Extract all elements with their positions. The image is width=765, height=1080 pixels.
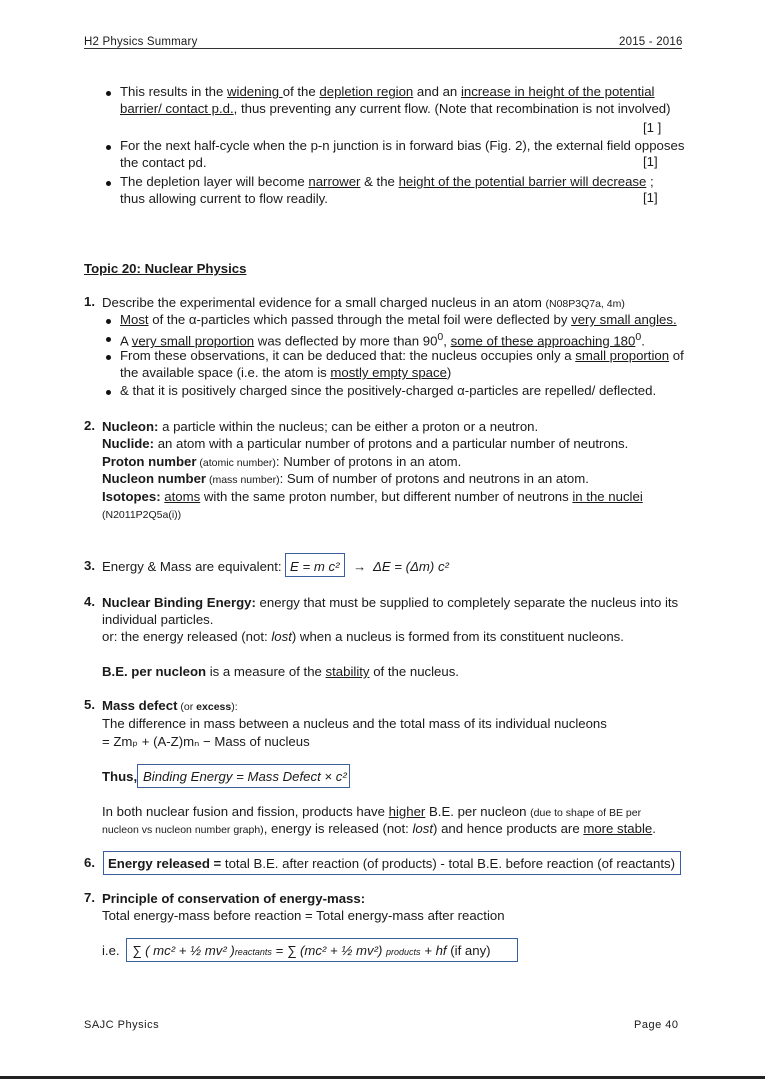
item-5-fusion-line-2: nucleon vs nucleon number graph), energy is released (not: lost) and hence products are more stable. [102,821,656,836]
definition-nucleon: Nucleon: a particle within the nucleus; can be either a proton or a neutron. [102,419,539,434]
item-4-line-1: Nuclear Binding Energy: energy that must be supplied to completely separate the nucleus into its [102,595,679,610]
formula-conservation: ∑ ( mc² + ½ mv² )reactants = ∑ (mc² + ½ mv²) products + hf (if any) [132,943,491,958]
item-4-line-3: or: the energy released (not: lost) when a nucleus is formed from its constituent nucleons. [102,629,624,644]
item-number: 4. [84,594,95,609]
item-5-line-1: The difference in mass between a nucleus and the total mass of its individual nucleons [102,716,607,731]
mark: [1] [643,190,658,205]
formula-delta: ΔE = (Δm) c² [373,559,449,574]
bullet-icon [106,91,111,96]
bullet-icon [106,337,111,342]
definition-proton-number: Proton number (atomic number): Number of protons in an atom. [102,454,462,469]
definition-nucleon-number: Nucleon number (mass number): Sum of number of protons and neutrons in an atom. [102,471,589,486]
item-5-line-2: = Zmₚ + (A-Z)mₙ − Mass of nucleus [102,734,310,749]
item-number: 1. [84,294,95,309]
item-4-line-2: individual particles. [102,612,214,627]
item-number: 3. [84,558,95,573]
item-1-question: Describe the experimental evidence for a small charged nucleus in an atom (N08P3Q7a, 4m) [102,295,625,310]
intro-bullet-1-line-1: This results in the widening of the depletion region and an increase in height of the potential [120,84,655,99]
arrow-icon: → [353,559,367,574]
intro-bullet-3-line-2: thus allowing current to flow readily. [120,191,328,206]
header-rule [84,48,682,49]
item-number: 5. [84,697,95,712]
footer-left: SAJC Physics [84,1019,160,1031]
item-1-bullet-1: Most of the α-particles which passed through the metal foil were deflected by very small angles. [120,312,677,327]
header-title: H2 Physics Summary [84,36,198,48]
thus-label: Thus, [102,769,138,784]
item-number: 7. [84,890,95,905]
definition-isotopes: Isotopes: atoms with the same proton number, but different number of neutrons in the nuclei [102,489,643,504]
formula-mass-energy: E = m c² [290,559,340,574]
bullet-icon [106,319,111,324]
page-bottom-edge [0,1076,765,1079]
mark: [1] [643,154,658,169]
page-number: Page 40 [634,1019,679,1031]
item-5-fusion-line-1: In both nuclear fusion and fission, products have higher B.E. per nucleon (due to shape of BE per [102,804,642,819]
intro-bullet-2-line-2: the contact pd. [120,155,207,170]
item-5-heading: Mass defect (or excess): [102,698,238,713]
ie-label: i.e. [102,943,120,958]
item-7-heading: Principle of conservation of energy-mass: [102,891,366,906]
item-3-text: Energy & Mass are equivalent: [102,559,282,574]
item-number: 6. [84,855,95,870]
intro-bullet-2-line-1: For the next half-cycle when the p-n junction is in forward bias (Fig. 2), the external field opposes [120,138,685,153]
item-1-bullet-3-line-2: the available space (i.e. the atom is mostly empty space) [120,365,452,380]
item-4-be-per-nucleon: B.E. per nucleon is a measure of the stability of the nucleus. [102,664,459,679]
definition-nuclide: Nuclide: an atom with a particular number of protons and a particular number of neutrons. [102,436,629,451]
energy-released-formula: Energy released = total B.E. after reaction (of products) - total B.E. before reaction (of reactants) [108,856,675,871]
item-1-bullet-4: & that it is positively charged since the positively-charged α-particles are repelled/ deflected. [120,383,657,398]
mark: [1 ] [643,120,662,135]
header-year: 2015 - 2016 [619,36,683,48]
item-number: 2. [84,418,95,433]
item-1-bullet-3-line-1: From these observations, it can be deduced that: the nucleus occupies only a small proportion of [120,348,684,363]
item-1-bullet-2: A very small proportion was deflected by more than $90^0$, some of these approaching $180^0$. [120,331,645,349]
bullet-icon [106,181,111,186]
bullet-icon [106,390,111,395]
question-reference: (N2011P2Q5a(i)) [102,509,182,521]
intro-bullet-3-line-1: The depletion layer will become narrower & the height of the potential barrier will decrease ; [120,174,654,189]
intro-bullet-1-line-2: barrier/ contact p.d., thus preventing any current flow. (Note that recombination is not involved) [120,101,671,116]
item-7-statement: Total energy-mass before reaction = Total energy-mass after reaction [102,908,505,923]
formula-binding-energy: Binding Energy = Mass Defect × c² [143,769,347,784]
bullet-icon [106,355,111,360]
topic-title: Topic 20: Nuclear Physics [84,261,247,276]
bullet-icon [106,145,111,150]
